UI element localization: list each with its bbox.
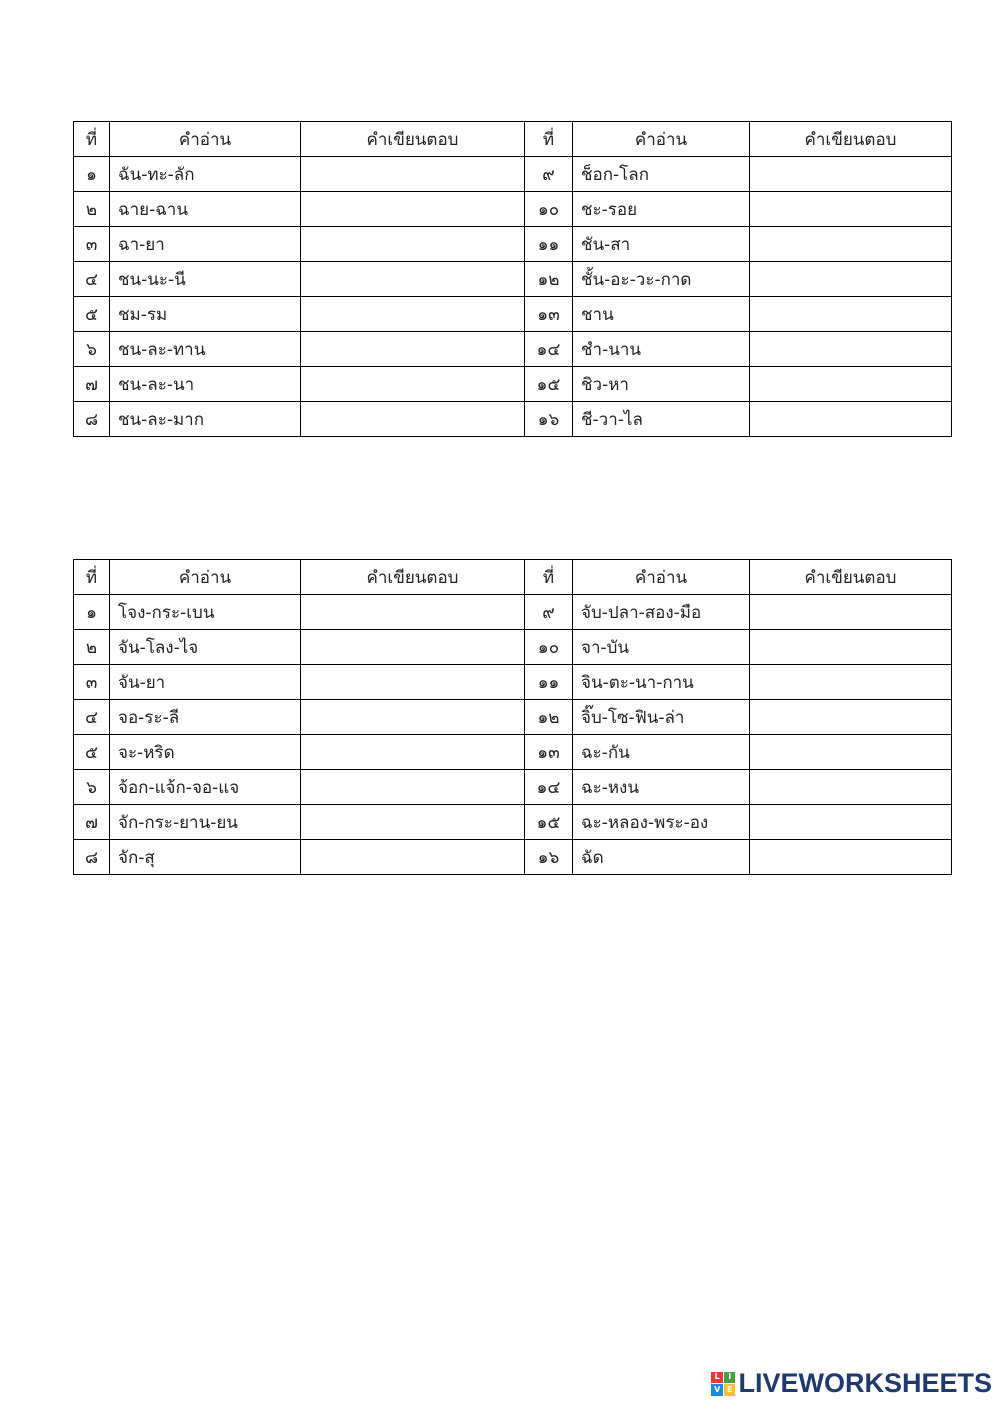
- answer-input[interactable]: [750, 805, 951, 839]
- reading-word: ชะ-รอย: [573, 192, 750, 227]
- table-header-row: [74, 122, 952, 157]
- answer-input[interactable]: [301, 227, 524, 261]
- answer-input[interactable]: [301, 770, 524, 804]
- answer-cell[interactable]: [301, 332, 525, 367]
- row-number: ๑: [74, 595, 110, 630]
- answer-input[interactable]: [301, 595, 524, 629]
- row-number: ๑๖: [525, 840, 573, 875]
- row-number: ๑๓: [525, 735, 573, 770]
- reading-word: ฉะ-หลอง-พระ-อง: [573, 805, 750, 840]
- reading-word: ฉาย-ฉาน: [110, 192, 301, 227]
- answer-input[interactable]: [750, 770, 951, 804]
- answer-input[interactable]: [750, 700, 951, 734]
- reading-word: ชำ-นาน: [573, 332, 750, 367]
- liveworksheets-logo-icon: [711, 1372, 735, 1396]
- answer-input[interactable]: [750, 665, 951, 699]
- answer-cell[interactable]: [750, 735, 952, 770]
- table-row: [74, 367, 952, 402]
- answer-input[interactable]: [301, 402, 524, 436]
- reading-word: ชน-ละ-ทาน: [110, 332, 301, 367]
- answer-input[interactable]: [750, 332, 951, 366]
- table-row: [74, 262, 952, 297]
- answer-cell[interactable]: [301, 262, 525, 297]
- table-row: [74, 157, 952, 192]
- row-number: ๑๕: [525, 805, 573, 840]
- header-reading: คำอ่าน: [573, 560, 750, 595]
- reading-word: จา-บัน: [573, 630, 750, 665]
- answer-cell[interactable]: [750, 192, 952, 227]
- reading-word: จัน-โลง-ไจ: [110, 630, 301, 665]
- row-number: ๑๒: [525, 262, 573, 297]
- row-number: ๕: [74, 735, 110, 770]
- row-number: ๓: [74, 665, 110, 700]
- answer-cell[interactable]: [750, 665, 952, 700]
- answer-input[interactable]: [750, 192, 951, 226]
- header-number: ที่: [74, 122, 110, 157]
- row-number: ๗: [74, 367, 110, 402]
- table-row: [74, 700, 952, 735]
- row-number: ๓: [74, 227, 110, 262]
- answer-cell[interactable]: [301, 192, 525, 227]
- answer-input[interactable]: [750, 157, 951, 191]
- answer-input[interactable]: [750, 402, 951, 436]
- reading-word: จิ๊บ-โซ-ฟิน-ล่า: [573, 700, 750, 735]
- row-number: ๘: [74, 402, 110, 437]
- header-reading: คำอ่าน: [110, 122, 301, 157]
- answer-cell[interactable]: [301, 297, 525, 332]
- answer-input[interactable]: [301, 262, 524, 296]
- worksheet-table-2: [73, 559, 952, 875]
- table-row: [74, 402, 952, 437]
- answer-cell[interactable]: [750, 805, 952, 840]
- answer-cell[interactable]: [750, 700, 952, 735]
- row-number: ๖: [74, 770, 110, 805]
- header-answer: คำเขียนตอบ: [750, 122, 952, 157]
- brand-name: LIVEWORKSHEETS: [738, 1368, 992, 1398]
- answer-cell[interactable]: [301, 805, 525, 840]
- table-row: [74, 192, 952, 227]
- reading-word: จัก-กระ-ยาน-ยน: [110, 805, 301, 840]
- table-row: [74, 630, 952, 665]
- row-number: ๑: [74, 157, 110, 192]
- reading-word: ช็อก-โลก: [573, 157, 750, 192]
- reading-word: จอ-ระ-ลี: [110, 700, 301, 735]
- logo-letter: E: [724, 1384, 736, 1396]
- reading-word: ฉัด: [573, 840, 750, 875]
- row-number: ๒: [74, 630, 110, 665]
- answer-cell[interactable]: [301, 595, 525, 630]
- row-number: ๑๑: [525, 227, 573, 262]
- answer-cell[interactable]: [301, 735, 525, 770]
- row-number: ๘: [74, 840, 110, 875]
- reading-word: จับ-ปลา-สอง-มือ: [573, 595, 750, 630]
- table-row: [74, 227, 952, 262]
- header-number: ที่: [74, 560, 110, 595]
- reading-word: ฉา-ยา: [110, 227, 301, 262]
- row-number: ๗: [74, 805, 110, 840]
- answer-cell[interactable]: [301, 157, 525, 192]
- logo-letter: V: [711, 1384, 723, 1396]
- row-number: ๑๕: [525, 367, 573, 402]
- answer-input[interactable]: [750, 262, 951, 296]
- row-number: ๙: [525, 595, 573, 630]
- header-reading: คำอ่าน: [110, 560, 301, 595]
- answer-input[interactable]: [301, 735, 524, 769]
- reading-word: ชั้น-อะ-วะ-กาด: [573, 262, 750, 297]
- answer-cell[interactable]: [750, 840, 952, 875]
- answer-cell[interactable]: [301, 402, 525, 437]
- table-row: [74, 665, 952, 700]
- reading-word: ชิว-หา: [573, 367, 750, 402]
- answer-input[interactable]: [301, 297, 524, 331]
- logo-letter: L: [711, 1372, 723, 1384]
- answer-input[interactable]: [750, 630, 951, 664]
- header-answer: คำเขียนตอบ: [301, 560, 525, 595]
- row-number: ๔: [74, 262, 110, 297]
- answer-input[interactable]: [301, 157, 524, 191]
- row-number: ๕: [74, 297, 110, 332]
- answer-input[interactable]: [301, 332, 524, 366]
- reading-word: จิน-ตะ-นา-กาน: [573, 665, 750, 700]
- reading-word: จัน-ยา: [110, 665, 301, 700]
- reading-word: จัก-สุ: [110, 840, 301, 875]
- answer-cell[interactable]: [750, 630, 952, 665]
- row-number: ๑๐: [525, 630, 573, 665]
- row-number: ๙: [525, 157, 573, 192]
- row-number: ๑๔: [525, 770, 573, 805]
- row-number: ๑๓: [525, 297, 573, 332]
- answer-cell[interactable]: [301, 700, 525, 735]
- answer-cell[interactable]: [301, 630, 525, 665]
- table-row: [74, 595, 952, 630]
- answer-input[interactable]: [750, 297, 951, 331]
- reading-word: จะ-หริด: [110, 735, 301, 770]
- answer-cell[interactable]: [750, 770, 952, 805]
- logo-letter: I: [724, 1372, 736, 1384]
- reading-word: ชน-ละ-นา: [110, 367, 301, 402]
- table-row: [74, 332, 952, 367]
- header-reading: คำอ่าน: [573, 122, 750, 157]
- table-row: [74, 735, 952, 770]
- answer-cell[interactable]: [301, 227, 525, 262]
- answer-input[interactable]: [301, 700, 524, 734]
- table-row: [74, 770, 952, 805]
- table-row: [74, 840, 952, 875]
- row-number: ๑๔: [525, 332, 573, 367]
- answer-cell[interactable]: [301, 840, 525, 875]
- row-number: ๑๑: [525, 665, 573, 700]
- answer-input[interactable]: [750, 227, 951, 261]
- answer-input[interactable]: [301, 192, 524, 226]
- table-row: [74, 805, 952, 840]
- answer-input[interactable]: [750, 840, 951, 874]
- answer-cell[interactable]: [750, 227, 952, 262]
- row-number: ๖: [74, 332, 110, 367]
- reading-word: ชี-วา-ไล: [573, 402, 750, 437]
- answer-cell[interactable]: [750, 595, 952, 630]
- answer-input[interactable]: [301, 805, 524, 839]
- row-number: ๑๖: [525, 402, 573, 437]
- header-answer: คำเขียนตอบ: [301, 122, 525, 157]
- answer-cell[interactable]: [750, 367, 952, 402]
- reading-word: จ้อก-แจ้ก-จอ-แจ: [110, 770, 301, 805]
- answer-cell[interactable]: [750, 157, 952, 192]
- reading-word: ชน-นะ-นี: [110, 262, 301, 297]
- reading-word: ชม-รม: [110, 297, 301, 332]
- reading-word: ชัน-สา: [573, 227, 750, 262]
- reading-word: ชาน: [573, 297, 750, 332]
- row-number: ๒: [74, 192, 110, 227]
- reading-word: ฉะ-หงน: [573, 770, 750, 805]
- answer-input[interactable]: [301, 367, 524, 401]
- answer-cell[interactable]: [301, 665, 525, 700]
- answer-input[interactable]: [750, 735, 951, 769]
- answer-cell[interactable]: [750, 332, 952, 367]
- answer-cell[interactable]: [301, 367, 525, 402]
- header-answer: คำเขียนตอบ: [750, 560, 952, 595]
- answer-input[interactable]: [301, 840, 524, 874]
- row-number: ๔: [74, 700, 110, 735]
- answer-cell[interactable]: [301, 770, 525, 805]
- answer-cell[interactable]: [750, 402, 952, 437]
- table-row: [74, 297, 952, 332]
- reading-word: ฉัน-ทะ-ลัก: [110, 157, 301, 192]
- worksheet-table-1: [73, 121, 952, 437]
- reading-word: ชน-ละ-มาก: [110, 402, 301, 437]
- answer-input[interactable]: [750, 367, 951, 401]
- header-number: ที่: [525, 560, 573, 595]
- answer-cell[interactable]: [750, 297, 952, 332]
- answer-input[interactable]: [301, 630, 524, 664]
- row-number: ๑๐: [525, 192, 573, 227]
- answer-input[interactable]: [301, 665, 524, 699]
- reading-word: ฉะ-กัน: [573, 735, 750, 770]
- answer-cell[interactable]: [750, 262, 952, 297]
- liveworksheets-brand: [711, 1368, 992, 1399]
- table-header-row: [74, 560, 952, 595]
- reading-word: โจง-กระ-เบน: [110, 595, 301, 630]
- row-number: ๑๒: [525, 700, 573, 735]
- answer-input[interactable]: [750, 595, 951, 629]
- header-number: ที่: [525, 122, 573, 157]
